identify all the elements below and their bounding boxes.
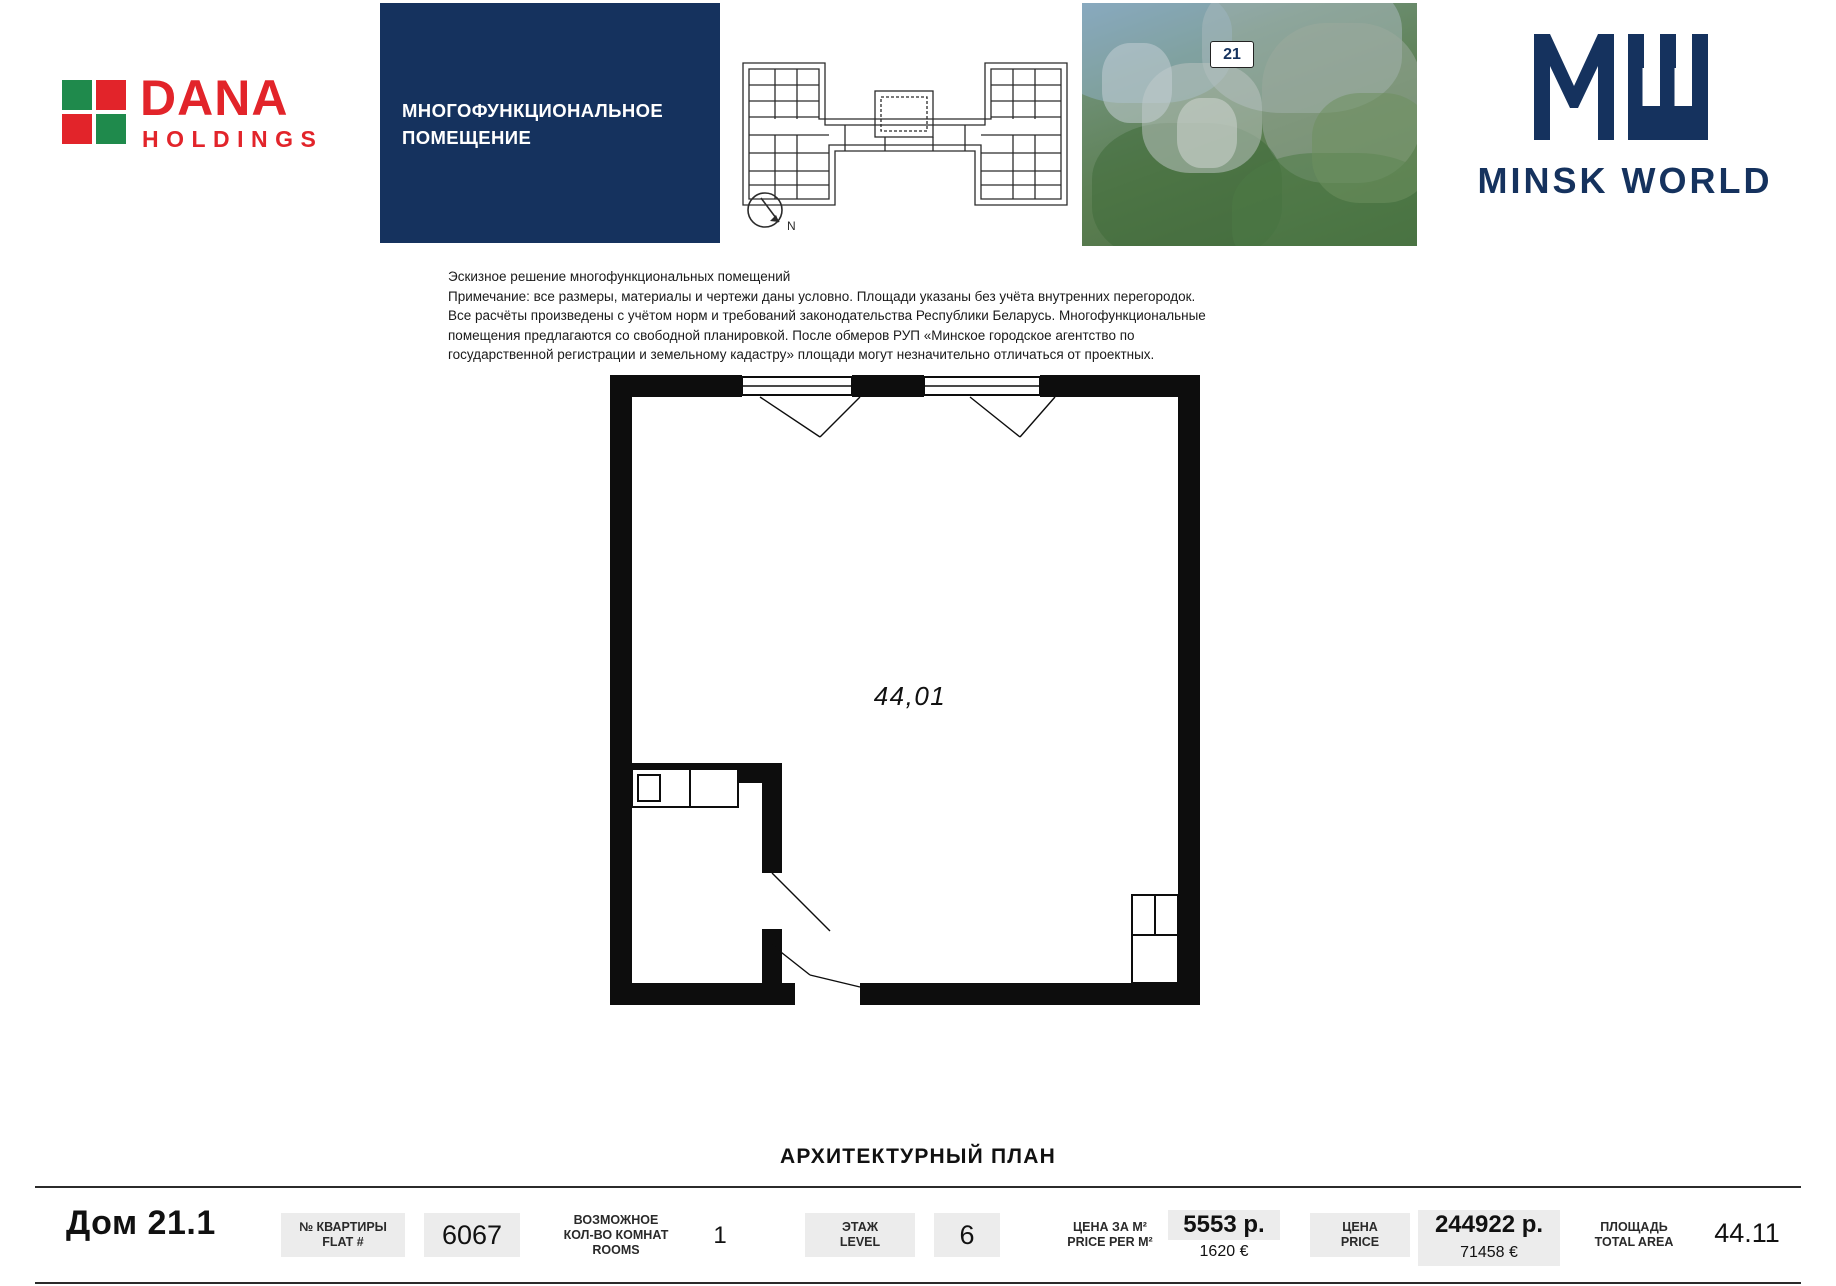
price-label [1310,1213,1410,1257]
note-line-4: помещения предлагаются со свободной планировкой. После обмеров РУП «Минское городское агентство по [448,327,1135,343]
rooms-label-ru-1: ВОЗМОЖНОЕ [573,1212,659,1227]
level-label-ru: ЭТАЖ [841,1220,879,1234]
price-label-en: PRICE [1340,1235,1380,1249]
apartment-floor-plan [560,375,1260,1135]
price-per-m2-label-ru: ЦЕНА ЗА М² [1073,1220,1147,1234]
rooms-value: 1 [713,1222,727,1249]
total-area-label-en: TOTAL AREA [1594,1235,1674,1249]
total-area-value: 44.11 [1714,1218,1780,1248]
price-value-eur: 71458 € [1418,1240,1560,1266]
level-label-en: LEVEL [839,1235,881,1249]
dana-holdings-logo [62,70,352,165]
level-value: 6 [934,1213,1000,1257]
rooms-label [546,1208,686,1262]
dana-squares-icon [62,80,130,148]
spec-footer [0,1186,1836,1286]
footer-top-rule [35,1186,1801,1188]
price-per-m2-label-en: PRICE PER M² [1067,1235,1153,1249]
total-area-label [1572,1213,1696,1257]
price-per-m2-label [1040,1213,1180,1257]
page-header [0,0,1836,250]
floor-plan-drawing [560,375,1260,1135]
rooms-label-ru-2: КОЛ-ВО КОМНАТ [563,1227,669,1242]
note-line-5: государственной регистрации и земельному кадастру» площади могут незначительно отличаться от проектных. [448,347,1155,362]
level-label [805,1213,915,1257]
rooms-label-en: ROOMS [592,1242,640,1257]
price-per-m2-value-byn: 5553 р. [1168,1210,1280,1240]
footer-bottom-rule [35,1282,1801,1284]
flat-number-label-en: FLAT # [322,1235,364,1249]
price-label-ru: ЦЕНА [1342,1220,1378,1234]
note-line-1: Эскизное решение многофункциональных помещений [448,269,791,284]
note-line-2: Примечание: все размеры, материалы и чертежи даны условно. Площади указаны без учёта внутренних перегородок. [448,288,1196,304]
dana-wordmark: DANA [140,70,289,126]
aerial-render-photo [1082,3,1417,246]
flat-number-label-ru: № КВАРТИРЫ [299,1220,387,1234]
total-area-label-ru: ПЛОЩАДЬ [1600,1220,1668,1234]
dana-subtitle: HOLDINGS [142,126,324,152]
compass-north-label: N [787,219,796,233]
minsk-world-wordmark: MINSK WORLD [1477,160,1773,201]
disclaimer-note [448,267,1388,365]
document-type-line2: ПОМЕЩЕНИЕ [402,127,532,148]
aerial-building-number-badge: 21 [1210,41,1254,68]
compass-icon [745,190,815,236]
note-line-3: Все расчёты произведены с учётом норм и требований законодательства Республики Беларусь. Многофункциональные [448,308,1206,323]
mw-monogram-icon [1528,28,1718,146]
flat-number-label [281,1213,405,1257]
minsk-world-logo [1460,28,1790,228]
room-area-label: 44,01 [873,681,947,711]
plan-caption: АРХИТЕКТУРНЫЙ ПЛАН [780,1145,1056,1168]
document-type-line1: МНОГОФУНКЦИОНАЛЬНОЕ [402,100,664,121]
house-title: Дом 21.1 [66,1204,216,1242]
flat-number-value: 6067 [424,1213,520,1257]
document-type-block [380,3,720,243]
price-per-m2-value-eur: 1620 € [1199,1243,1249,1260]
price-value-byn: 244922 р. [1418,1210,1560,1240]
